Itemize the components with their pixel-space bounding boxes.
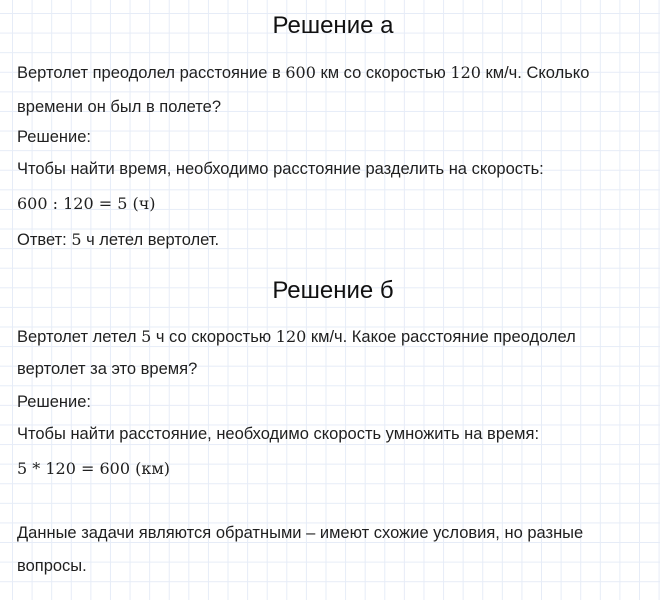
number: 120 (275, 327, 307, 346)
section-a-explanation: Чтобы найти время, необходимо расстояние разделить на скорость: (17, 160, 544, 178)
section-b-explanation: Чтобы найти расстояние, необходимо скорость умножить на время: (17, 425, 540, 443)
section-a-problem-line2: времени он был в полете? (17, 98, 222, 116)
conclusion-line2: вопросы. (17, 557, 87, 575)
text: Вертолет летел (17, 328, 142, 346)
number: 120 (450, 63, 481, 82)
section-b-title: Решение б (272, 277, 394, 304)
text: км/ч. Сколько (480, 64, 590, 82)
section-a-formula: 600 : 120 = 5 (ч) (17, 194, 156, 213)
section-a-solution-label: Решение: (17, 128, 91, 146)
section-a-title: Решение а (272, 12, 394, 39)
section-b-problem-line2: вертолет за это время? (17, 360, 198, 378)
conclusion-line1: Данные задачи являются обратными – имеют схожие условия, но разные (17, 524, 584, 542)
text: ч летел вертолет. (81, 231, 220, 249)
section-a-problem-line1 (17, 63, 589, 83)
text: км/ч. Какое расстояние преодолел (306, 328, 576, 346)
text: км со скоростью (315, 64, 451, 82)
section-b-formula: 5 * 120 = 600 (км) (17, 459, 171, 478)
section-a-answer (17, 230, 219, 250)
text: Ответ: (17, 231, 72, 249)
number: 600 (285, 63, 316, 82)
section-b-solution-label: Решение: (17, 393, 91, 411)
section-b-problem-line1 (17, 327, 576, 347)
text: Вертолет преодолел расстояние в (17, 64, 286, 82)
number: 5 (141, 327, 152, 346)
text: ч со скоростью (151, 328, 276, 346)
number: 5 (71, 230, 82, 249)
